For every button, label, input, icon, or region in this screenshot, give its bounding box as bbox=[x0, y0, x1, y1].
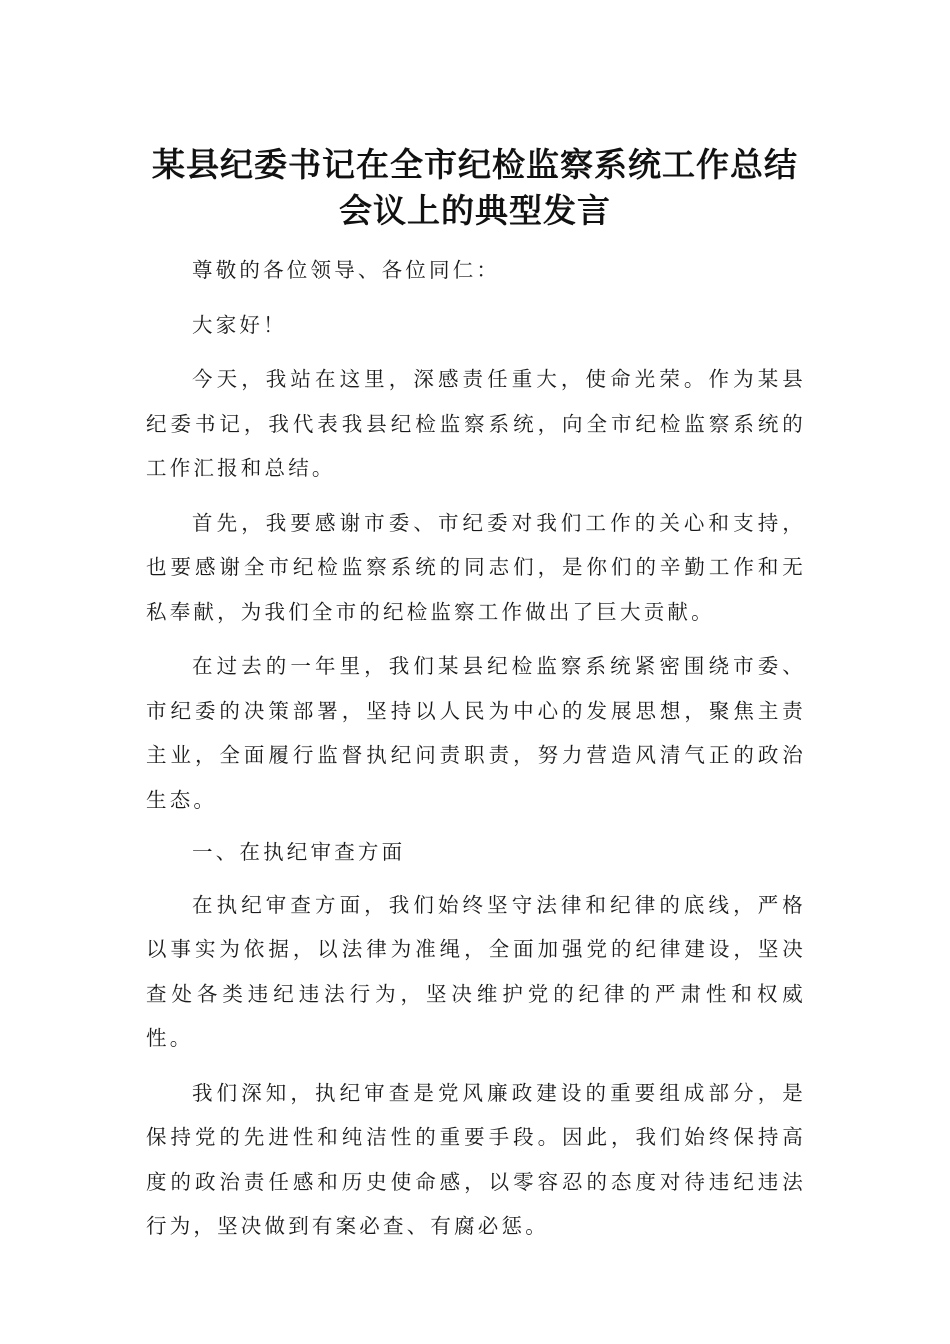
section-heading-1: 一、在执纪审查方面 bbox=[192, 840, 406, 864]
document-title: 某县纪委书记在全市纪检监察系统工作总结会议上的典型发言 bbox=[152, 145, 798, 230]
paragraph-intro: 今天，我站在这里，深感责任重大，使命光荣。作为某县纪委书记，我代表我县纪检监察系统，向全市纪检监察系统的工作汇报和总结。 bbox=[146, 367, 806, 480]
paragraph-thanks: 首先，我要感谢市委、市纪委对我们工作的关心和支持，也要感谢全市纪检监察系统的同志们，是你们的辛勤工作和无私奉献，为我们全市的纪检监察工作做出了巨大贡献。 bbox=[146, 510, 806, 624]
greeting: 大家好！ bbox=[192, 312, 287, 337]
document-body bbox=[146, 248, 806, 1249]
paragraph-discipline-review: 在执纪审查方面，我们始终坚守法律和纪律的底线，严格以事实为依据，以法律为准绳，全面加强党的纪律建设，坚决查处各类违纪违法行为，坚决维护党的纪律的严肃性和权威性。 bbox=[146, 892, 806, 1050]
paragraph-zero-tolerance: 我们深知，执纪审查是党风廉政建设的重要组成部分，是保持党的先进性和纯洁性的重要手段。因此，我们始终保持高度的政治责任感和历史使命感，以零容忍的态度对待违纪违法行为，坚决做到有案必查、有腐必惩。 bbox=[146, 1080, 806, 1238]
paragraph-overview: 在过去的一年里，我们某县纪检监察系统紧密围绕市委、市纪委的决策部署，坚持以人民为中心的发展思想，聚焦主责主业，全面履行监督执纪问责职责，努力营造风清气正的政治生态。 bbox=[146, 654, 806, 812]
salutation: 尊敬的各位领导、各位同仁： bbox=[192, 258, 501, 282]
